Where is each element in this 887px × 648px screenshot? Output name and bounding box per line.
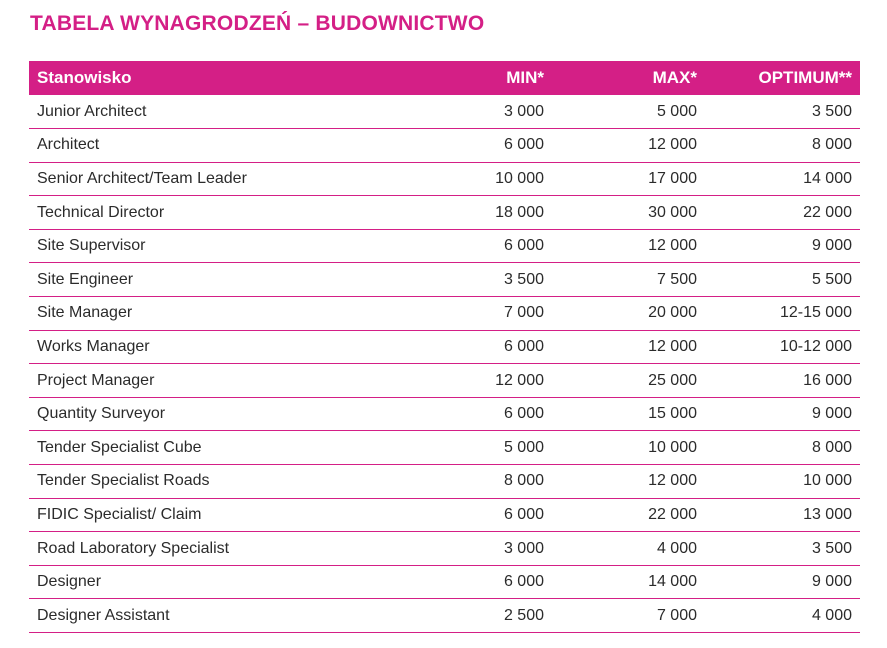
cell-optimum: 22 000 bbox=[803, 203, 852, 221]
cell-max: 5 000 bbox=[656, 102, 697, 120]
cell-min: 18 000 bbox=[495, 203, 544, 221]
cell-position: Junior Architect bbox=[37, 102, 147, 120]
cell-position: FIDIC Specialist/ Claim bbox=[37, 505, 202, 523]
table-row bbox=[29, 599, 860, 633]
table-row bbox=[29, 397, 860, 431]
cell-position: Designer bbox=[37, 573, 102, 591]
cell-min: 8 000 bbox=[503, 472, 544, 490]
cell-optimum: 10 000 bbox=[803, 472, 852, 490]
cell-min: 5 000 bbox=[503, 438, 544, 456]
table-row bbox=[29, 532, 860, 566]
cell-max: 15 000 bbox=[648, 405, 697, 423]
column-header-optimum: OPTIMUM** bbox=[758, 68, 852, 87]
cell-optimum: 4 000 bbox=[811, 606, 852, 624]
table-header bbox=[29, 61, 860, 95]
column-header-position: Stanowisko bbox=[37, 68, 132, 87]
cell-optimum: 3 500 bbox=[811, 539, 852, 557]
cell-max: 20 000 bbox=[648, 304, 697, 322]
cell-optimum: 9 000 bbox=[811, 405, 852, 423]
cell-position: Architect bbox=[37, 136, 100, 154]
table-row bbox=[29, 364, 860, 398]
cell-min: 3 000 bbox=[503, 102, 544, 120]
cell-min: 2 500 bbox=[503, 606, 544, 624]
cell-min: 7 000 bbox=[503, 304, 544, 322]
cell-min: 10 000 bbox=[495, 169, 544, 187]
table-row bbox=[29, 297, 860, 331]
cell-max: 14 000 bbox=[648, 573, 697, 591]
table-row bbox=[29, 330, 860, 364]
cell-position: Road Laboratory Specialist bbox=[37, 539, 230, 557]
column-header-max: MAX* bbox=[652, 68, 697, 87]
table-row bbox=[29, 95, 860, 129]
cell-max: 30 000 bbox=[648, 203, 697, 221]
cell-position: Site Engineer bbox=[37, 270, 134, 288]
table-row bbox=[29, 565, 860, 599]
table-row bbox=[29, 229, 860, 263]
cell-max: 4 000 bbox=[656, 539, 697, 557]
cell-optimum: 16 000 bbox=[803, 371, 852, 389]
table-row bbox=[29, 129, 860, 163]
cell-position: Tender Specialist Cube bbox=[37, 438, 202, 456]
cell-max: 12 000 bbox=[648, 136, 697, 154]
cell-optimum: 14 000 bbox=[803, 169, 852, 187]
table-row bbox=[29, 498, 860, 532]
table-body bbox=[29, 95, 860, 633]
cell-min: 6 000 bbox=[503, 405, 544, 423]
cell-position: Site Manager bbox=[37, 304, 133, 322]
cell-max: 12 000 bbox=[648, 337, 697, 355]
cell-min: 6 000 bbox=[503, 337, 544, 355]
cell-max: 22 000 bbox=[648, 505, 697, 523]
cell-position: Works Manager bbox=[37, 337, 150, 355]
cell-max: 12 000 bbox=[648, 237, 697, 255]
cell-position: Designer Assistant bbox=[37, 606, 170, 624]
cell-optimum: 8 000 bbox=[811, 438, 852, 456]
cell-position: Site Supervisor bbox=[37, 237, 146, 255]
cell-optimum: 13 000 bbox=[803, 505, 852, 523]
table-row bbox=[29, 431, 860, 465]
cell-min: 6 000 bbox=[503, 573, 544, 591]
cell-max: 12 000 bbox=[648, 472, 697, 490]
cell-position: Project Manager bbox=[37, 371, 155, 389]
cell-min: 3 500 bbox=[503, 270, 544, 288]
cell-max: 7 000 bbox=[656, 606, 697, 624]
cell-optimum: 8 000 bbox=[811, 136, 852, 154]
cell-min: 6 000 bbox=[503, 136, 544, 154]
column-header-min: MIN* bbox=[506, 68, 544, 87]
table-row bbox=[29, 162, 860, 196]
cell-min: 3 000 bbox=[503, 539, 544, 557]
cell-max: 25 000 bbox=[648, 371, 697, 389]
salary-table bbox=[29, 61, 860, 633]
cell-optimum: 12-15 000 bbox=[779, 304, 852, 322]
cell-optimum: 3 500 bbox=[811, 102, 852, 120]
table-row bbox=[29, 465, 860, 499]
page-title: TABELA WYNAGRODZEŃ – BUDOWNICTWO bbox=[30, 12, 485, 35]
cell-position: Senior Architect/Team Leader bbox=[37, 169, 247, 187]
cell-optimum: 10-12 000 bbox=[779, 337, 852, 355]
cell-optimum: 9 000 bbox=[811, 573, 852, 591]
cell-optimum: 5 500 bbox=[811, 270, 852, 288]
table-header-row bbox=[29, 61, 860, 95]
cell-position: Tender Specialist Roads bbox=[37, 472, 210, 490]
table-row bbox=[29, 196, 860, 230]
cell-max: 10 000 bbox=[648, 438, 697, 456]
cell-max: 17 000 bbox=[648, 169, 697, 187]
cell-position: Quantity Surveyor bbox=[37, 405, 166, 423]
cell-min: 6 000 bbox=[503, 237, 544, 255]
cell-position: Technical Director bbox=[37, 203, 165, 221]
table-row bbox=[29, 263, 860, 297]
cell-optimum: 9 000 bbox=[811, 237, 852, 255]
cell-min: 12 000 bbox=[495, 371, 544, 389]
cell-min: 6 000 bbox=[503, 505, 544, 523]
cell-max: 7 500 bbox=[656, 270, 697, 288]
